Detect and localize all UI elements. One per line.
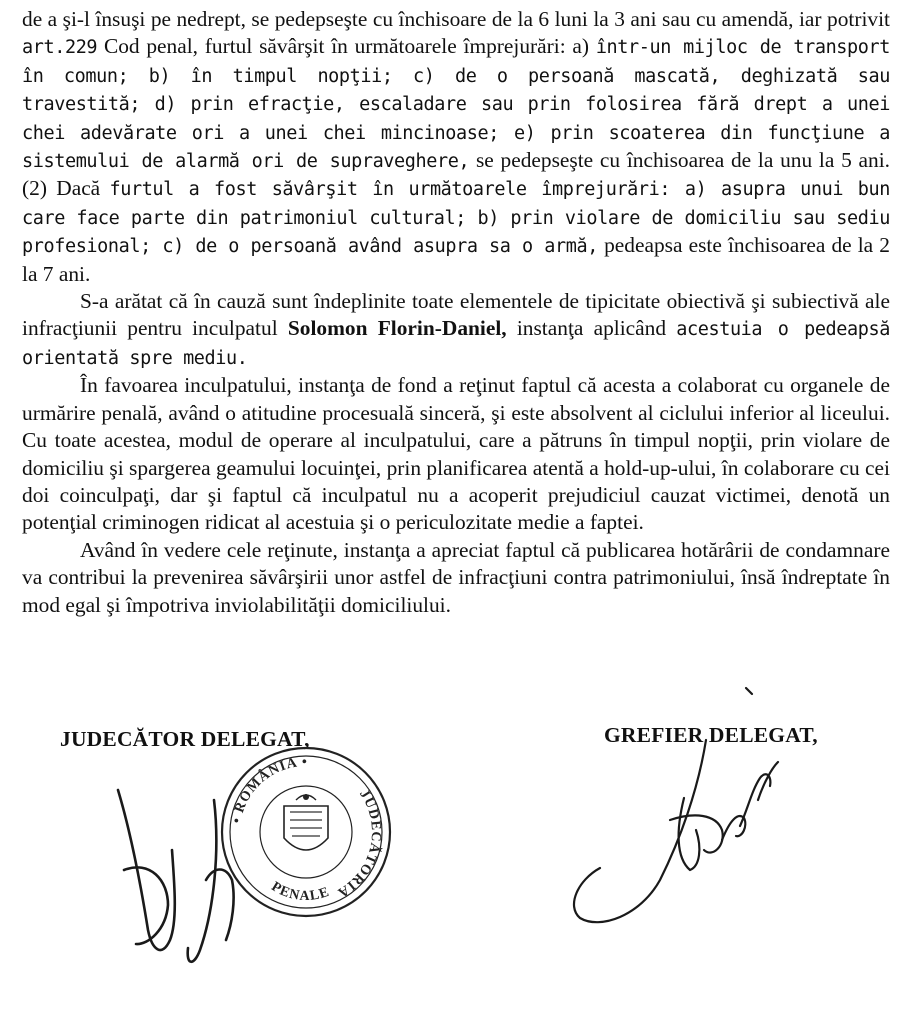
paragraph-2-segment-3: instanţa aplicând [506,316,677,341]
paragraph-2-segment-1: S-a arătat că în cauză sunt îndeplinite toate elementele de tipicitate obiectivă şi subiectivă ale infracţiunii pentru inculpatul [22,289,890,341]
stamp-outer-text: • ROMÂNIA • [229,754,308,825]
paragraph-1-segment-4: într-un mijloc de transport în comun; b) în timpul nopţii; c) de o persoană mascată, deghizată sau travestită; d) prin efracţie, escaladare sau prin folosirea fără drept a unei chei adevărate ori a unei chei mincinoase; e) prin scoaterea din funcţiune a sistemului de alarmă ori de supraveghere, [22,37,890,173]
paragraph-2-segment-2: Solomon Florin-Daniel, [287,316,507,341]
paragraph-1-segment-3: Cod penal, furtul săvârşit în următoarele împrejurări: a) [97,34,596,59]
paragraph-2 [22,288,890,372]
stamp-inner-text: JUDECĂTORIA [334,787,384,901]
judge-signature-title: JUDECĂTOR DELEGAT, [60,727,310,751]
paragraph-1-segment-6: furtul a fost săvârşit în următoarele împrejurări: a) asupra unui bun care face parte din patrimoniul cultural; b) prin violare de domiciliu sau sediu profesional; c) de o persoană având asupra sa o armă, [22,179,890,258]
paragraph-1 [22,6,890,288]
paragraph-1-segment-2: art.229 [22,37,98,59]
paragraph-3-segment-1: În favoarea inculpatului, instanţa de fond a reţinut faptul că acesta a colaborat cu organele de urmărire penală, având o atitudine procesuală sinceră, şi este absolvent al ciclului inferior al liceului. Cu toate acestea, modul de operare al inculpatului, care a pătruns în timpul nopţii, prin violare de domiciliu şi spargerea geamului locuinţei, prin planificarea atentă a hold-up-ului, în colaborare cu cei doi coinculpaţi, dar şi faptul că inculpatul nu a acoperit prejudiciul cauzat victimei, denotă un potenţial criminogen ridicat al acestuia şi o periculozitate medie a faptei. [22,373,890,535]
judge-handwritten-signature [118,790,234,962]
paragraph-4-segment-1: Având în vedere cele reţinute, instanţa a apreciat faptul că publicarea hotărârii de condamnare va contribui la prevenirea săvârşirii unor astfel de infracţiuni contra patrimoniului, însă îndreptate în mod egal şi împotriva inviolabilităţii domiciliului. [22,537,890,617]
paragraph-4 [22,537,890,619]
paragraph-1-segment-5: se pedepseşte cu închisoarea de la unu la 5 ani.(2) Dacă [22,148,890,201]
paragraph-3 [22,372,890,536]
paragraph-1-segment-7: pedeapsa este închisoarea de la 2 la 7 ani. [22,233,890,286]
paragraph-1-segment-1: de a şi-l însuşi pe nedrept, se pedepseşte cu închisoare de la 6 luni la 3 ani sau cu amendă, iar potrivit [22,7,890,31]
stamp-lower-text: PENALE [268,879,332,905]
paragraph-2-segment-4: acestuia o pedeapsă orientată spre mediu. [22,319,890,369]
clerk-signature-title: GREFIER DELEGAT, [604,723,818,747]
court-stamp [222,748,390,916]
document-body [22,6,890,619]
coat-of-arms-icon [284,794,328,850]
